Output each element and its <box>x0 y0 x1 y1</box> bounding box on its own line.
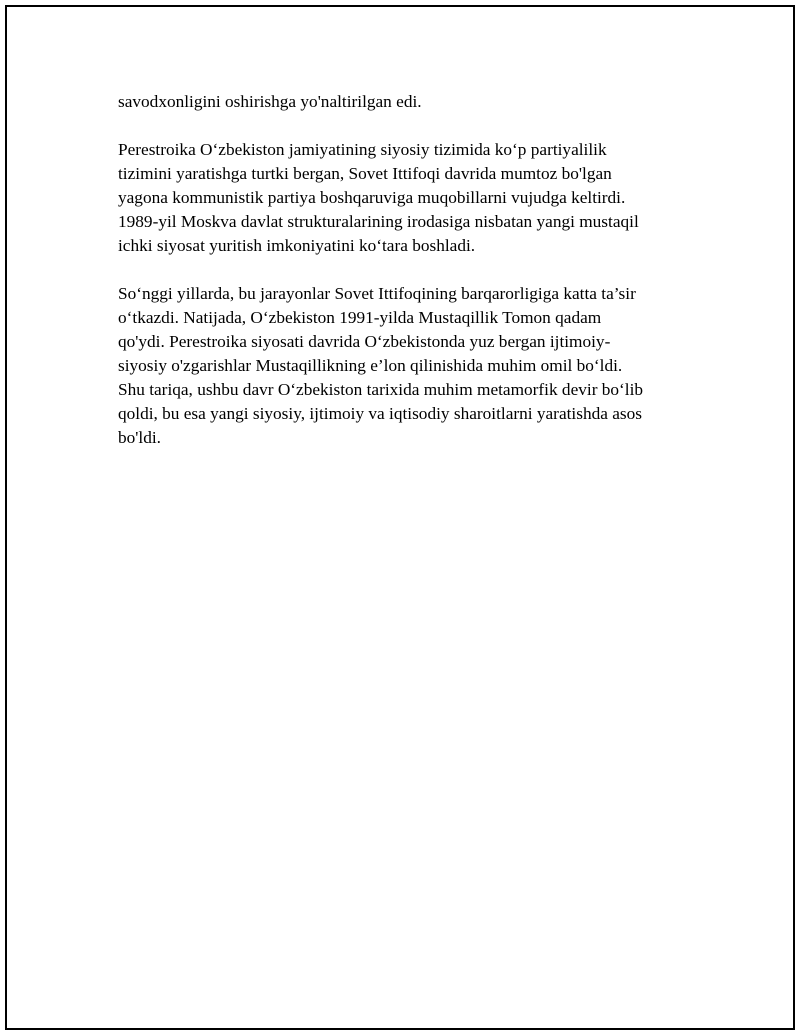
paragraph <box>118 90 688 114</box>
paragraph <box>118 282 688 450</box>
text-line: bo'ldi. <box>118 428 161 447</box>
paragraph <box>118 138 688 258</box>
text-line: siyosiy o'zgarishlar Mustaqillikning e’lon qilinishida muhim omil bo‘ldi. <box>118 356 623 375</box>
text-line: So‘nggi yillarda, bu jarayonlar Sovet Ittifoqining barqarorligiga katta ta’sir <box>118 284 636 303</box>
text-line: Shu tariqa, ushbu davr O‘zbekiston tarixida muhim metamorfik devir bo‘lib <box>118 380 644 399</box>
text-line: qoldi, bu esa yangi siyosiy, ijtimoiy va iqtisodiy sharoitlarni yaratishda asos <box>118 404 642 423</box>
text-line: 1989-yil Moskva davlat strukturalarining irodasiga nisbatan yangi mustaqil <box>118 212 639 231</box>
text-line: o‘tkazdi. Natijada, O‘zbekiston 1991-yilda Mustaqillik Tomon qadam <box>118 308 602 327</box>
text-line: qo'ydi. Perestroika siyosati davrida O‘zbekistonda yuz bergan ijtimoiy- <box>118 332 611 351</box>
text-line: savodxonligini oshirishga yo'naltirilgan edi. <box>118 92 422 111</box>
text-line: ichki siyosat yuritish imkoniyatini ko‘tara boshladi. <box>118 236 476 255</box>
document-body <box>118 90 688 474</box>
text-line: Perestroika O‘zbekiston jamiyatining siyosiy tizimida ko‘p partiyalilik <box>118 140 607 159</box>
text-line: yagona kommunistik partiya boshqaruviga muqobillarni vujudga keltirdi. <box>118 188 626 207</box>
text-line: tizimini yaratishga turtki bergan, Sovet Ittifoqi davrida mumtoz bo'lgan <box>118 164 612 183</box>
